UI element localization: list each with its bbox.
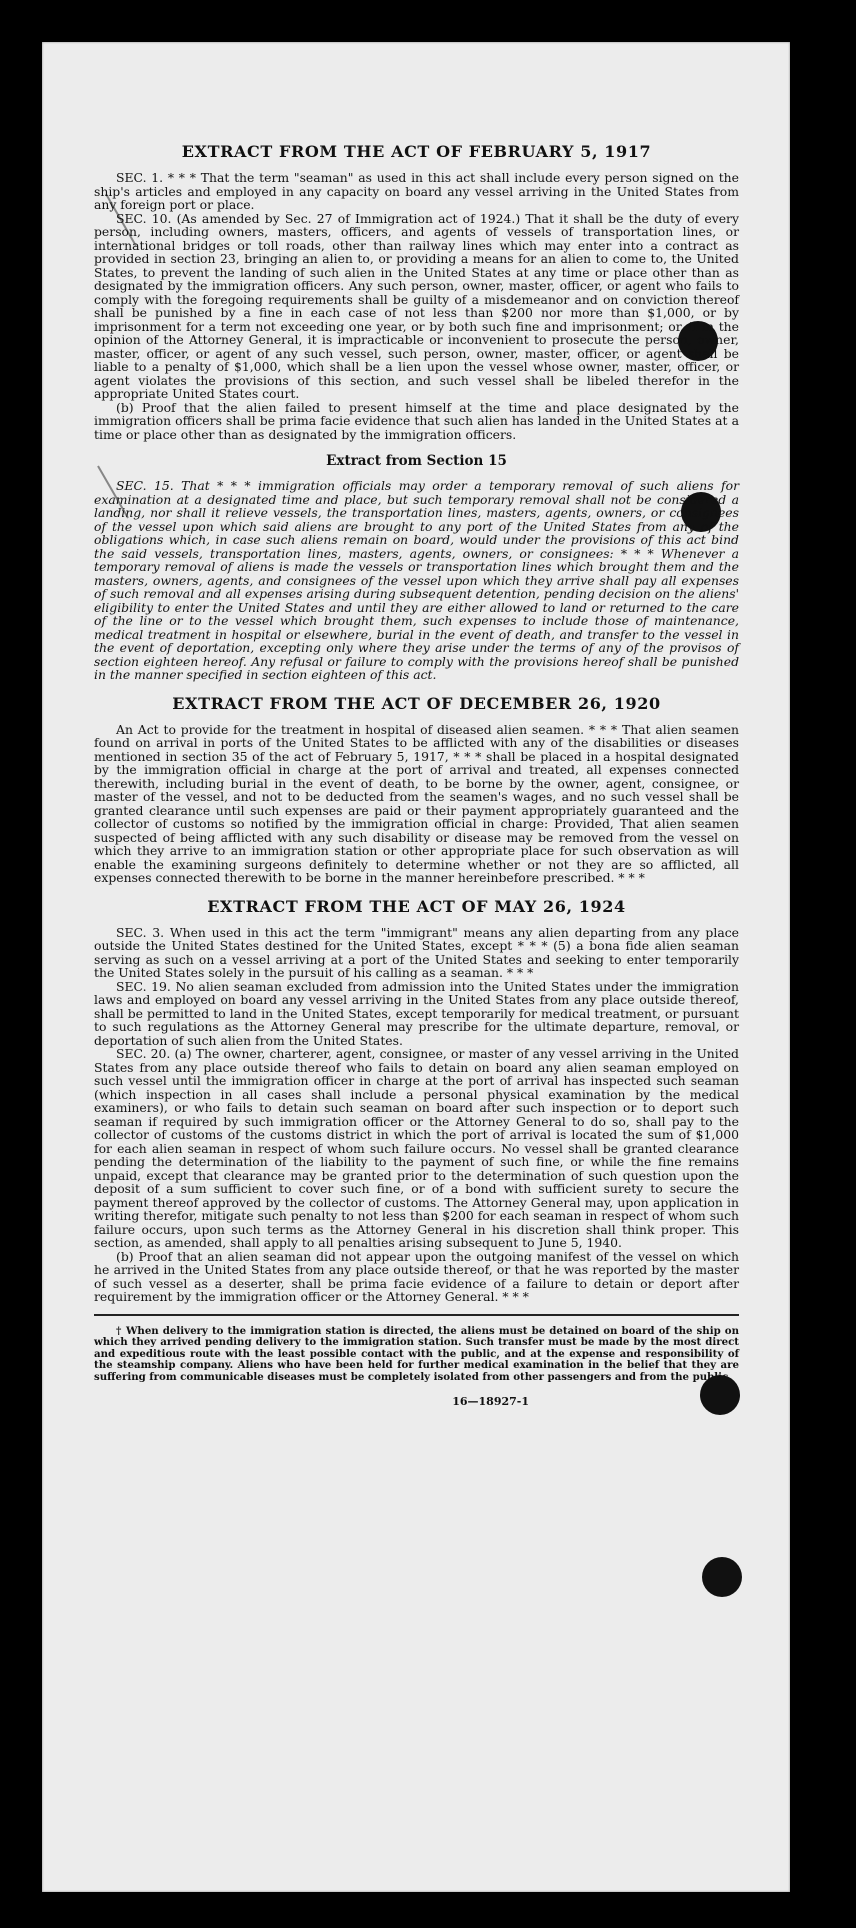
section-20a-paragraph: SEC. 20. (a) The owner, charterer, agent, consignee, or master of any vessel arriving in the United States from any place outside thereof who fails to detain on board any alien seaman employed on such vessel until the immigration officer in charge at the port of arrival has inspected such seaman (which inspection in all cases shall include a personal physical examination by the medical examiners), or who fails to detain such seaman on board after such inspection or to deport such seaman if required by such immigration officer or the Attorney General to do so, shall pay to the collector of customs of the customs district in which the port of arrival is located the sum of $1,000 for each alien seaman in respect of whom such failure occurs. No vessel shall be granted clearance pending the determination of the liability to the payment of such fine, or while the fine remains unpaid, except that clearance may be granted prior to the determination of such question upon the deposit of a sum sufficient to cover such fine, or of a bond with sufficient surety to secure the payment thereof approved by the collector of customs. The Attorney General may, upon application in writing therefor, mitigate such penalty to not less than $200 for each seaman in respect of whom such failure occurs, upon such terms as the Attorney General in his discretion shall think proper. This section, as amended, shall apply to all penalties arising subsequent to June 5, 1940. [94, 1046, 739, 1250]
punch-hole [702, 1557, 742, 1597]
footnote: † When delivery to the immigration station is directed, the aliens must be detained on board of the ship on which they arrived pending delivery to the immigration station. Such transfer must be made by the most direct and expeditious route with the least possible contact with the public, and at the expense and responsibility of the steamship company. Aliens who have been held for further medical examination in the belief that they are suffering from communicable diseases must be completely isolated from other passengers and from the public. [94, 1324, 739, 1383]
heading-act-1920: EXTRACT FROM THE ACT OF DECEMBER 26, 1920 [172, 693, 661, 713]
section-1-paragraph: SEC. 1. * * * That the term "seaman" as used in this act shall include every person signed on the ship's articles and employed in any capacity on board any vessel arriving in the United States from any foreign port or place. [94, 170, 739, 212]
act-1920-paragraph: An Act to provide for the treatment in hospital of diseased alien seamen. * * * That alien seamen found on arrival in ports of the United States to be afflicted with any of the disabilities or diseases mentioned in section 35 of the act of February 5, 1917, * * * shall be placed in a hospital designated by the immigration official in charge at the port of arrival and treated, all expenses connected therewith, including burial in the event of death, to be borne by the owner, agent, consignee, or master of the vessel, and not to be deducted from the seamen's wages, and no such vessel shall be granted clearance until such expenses are paid or their payment appropriately guaranteed and the collector of customs so notified by the immigration official in charge: Provided, That alien seamen suspected of being afflicted with any such disability or disease may be removed from the vessel on which they arrive to an immigration station or other appropriate place for such observation as will enable the examining surgeons definitely to determine whether or not they are so afflicted, all expenses connected therewith to be borne in the manner hereinbefore prescribed. * * * [94, 721, 739, 885]
section-19-paragraph: SEC. 19. No alien seaman excluded from admission into the United States under the immigration laws and employed on board any vessel arriving in the United States from any place outside thereof, shall be permitted to land in the United States, except temporarily for medical treatment, or pursuant to such regulations as the Attorney General may prescribe for the ultimate departure, removal, or deportation of such alien from the United States. [94, 978, 739, 1048]
document-page [42, 42, 790, 1892]
section-3-paragraph: SEC. 3. When used in this act the term "immigrant" means any alien departing from any place outside the United States destined for the United States, except * * * (5) a bona fide alien seaman serving as such on a vessel arriving at a port of the United States and seeking to enter temporarily the United States solely in the pursuit of his calling as a seaman. * * * [94, 924, 739, 980]
document-body [94, 142, 739, 1408]
section-10b-paragraph: (b) Proof that the alien failed to present himself at the time and place designated by the immigration officers shall be prima facie evidence that such alien has landed in the United States at a time or place other than as designated by the immigration officers. [94, 399, 739, 442]
section-10-paragraph: SEC. 10. (As amended by Sec. 27 of Immigration act of 1924.) That it shall be the duty of every person, including owners, masters, officers, and agents of vessels of transportation lines, or international bridges or toll roads, other than railway lines which may enter into a contract as provided in section 23, bringing an alien to, or providing a means for an alien to come to, the United States, to prevent the landing of such alien in the United States at any time or place other than as designated by the immigration officers. Any such person, owner, master, officer, or agent who fails to comply with the foregoing requirements shall be guilty of a misdemeanor and on conviction thereof shall be punished by a fine in each case of not less than $200 nor more than $1,000, or by imprisonment for a term not exceeding one year, or by both such fine and imprisonment; or, if in the opinion of the Attorney General, it is impracticable or inconvenient to prosecute the person, owner, master, officer, or agent of any such vessel, such person, owner, master, officer, or agent shall be liable to a penalty of $1,000, which shall be a lien upon the vessel whose owner, master, officer, or agent violates the provisions of this section, and such vessel shall be libeled therefor in the appropriate United States court. [94, 210, 739, 401]
form-number: 16—18927-1 [452, 1395, 529, 1409]
section-15-paragraph: SEC. 15. That * * * immigration officials may order a temporary removal of such aliens for examination at a designated time and place, but such temporary removal shall not be considered a landing, nor shall it relieve vessels, the transportation lines, masters, agents, owners, or consignees of the vessel upon which said aliens are brought to any port of the United States from any of the obligations which, in case such aliens remain on board, would under the provisions of this act bind the said vessels, transportation lines, masters, agents, owners, or consignees: * * * Whenever a temporary removal of aliens is made the vessels or transportation lines which brought them and the masters, owners, agents, and consignees of the vessel upon which they arrive shall pay all expenses of such removal and all expenses arising during subsequent detention, pending decision on the aliens' eligibility to enter the United States and until they are either allowed to land or returned to the care of the line or to the vessel which brought them, such expenses to include those of maintenance, medical treatment in hospital or elsewhere, burial in the event of death, and transfer to the vessel in the event of deportation, excepting only where they arise under the terms of any of the provisos of section eighteen hereof. Any refusal or failure to comply with the provisions hereof shall be punished in the manner specified in section eighteen of this act. [94, 478, 739, 682]
heading-act-1924: EXTRACT FROM THE ACT OF MAY 26, 1924 [207, 896, 626, 916]
section-20b-paragraph: (b) Proof that an alien seaman did not appear upon the outgoing manifest of the vessel on which he arrived in the United States from any place outside thereof, or that he was reported by the master of such vessel as a deserter, shall be prima facie evidence of a failure to detain or deport after requirement by the immigration officer or the Attorney General. * * * [94, 1248, 739, 1304]
heading-section-15: Extract from Section 15 [326, 453, 507, 469]
heading-act-1917: EXTRACT FROM THE ACT OF FEBRUARY 5, 1917 [181, 142, 652, 161]
divider [94, 1314, 739, 1316]
